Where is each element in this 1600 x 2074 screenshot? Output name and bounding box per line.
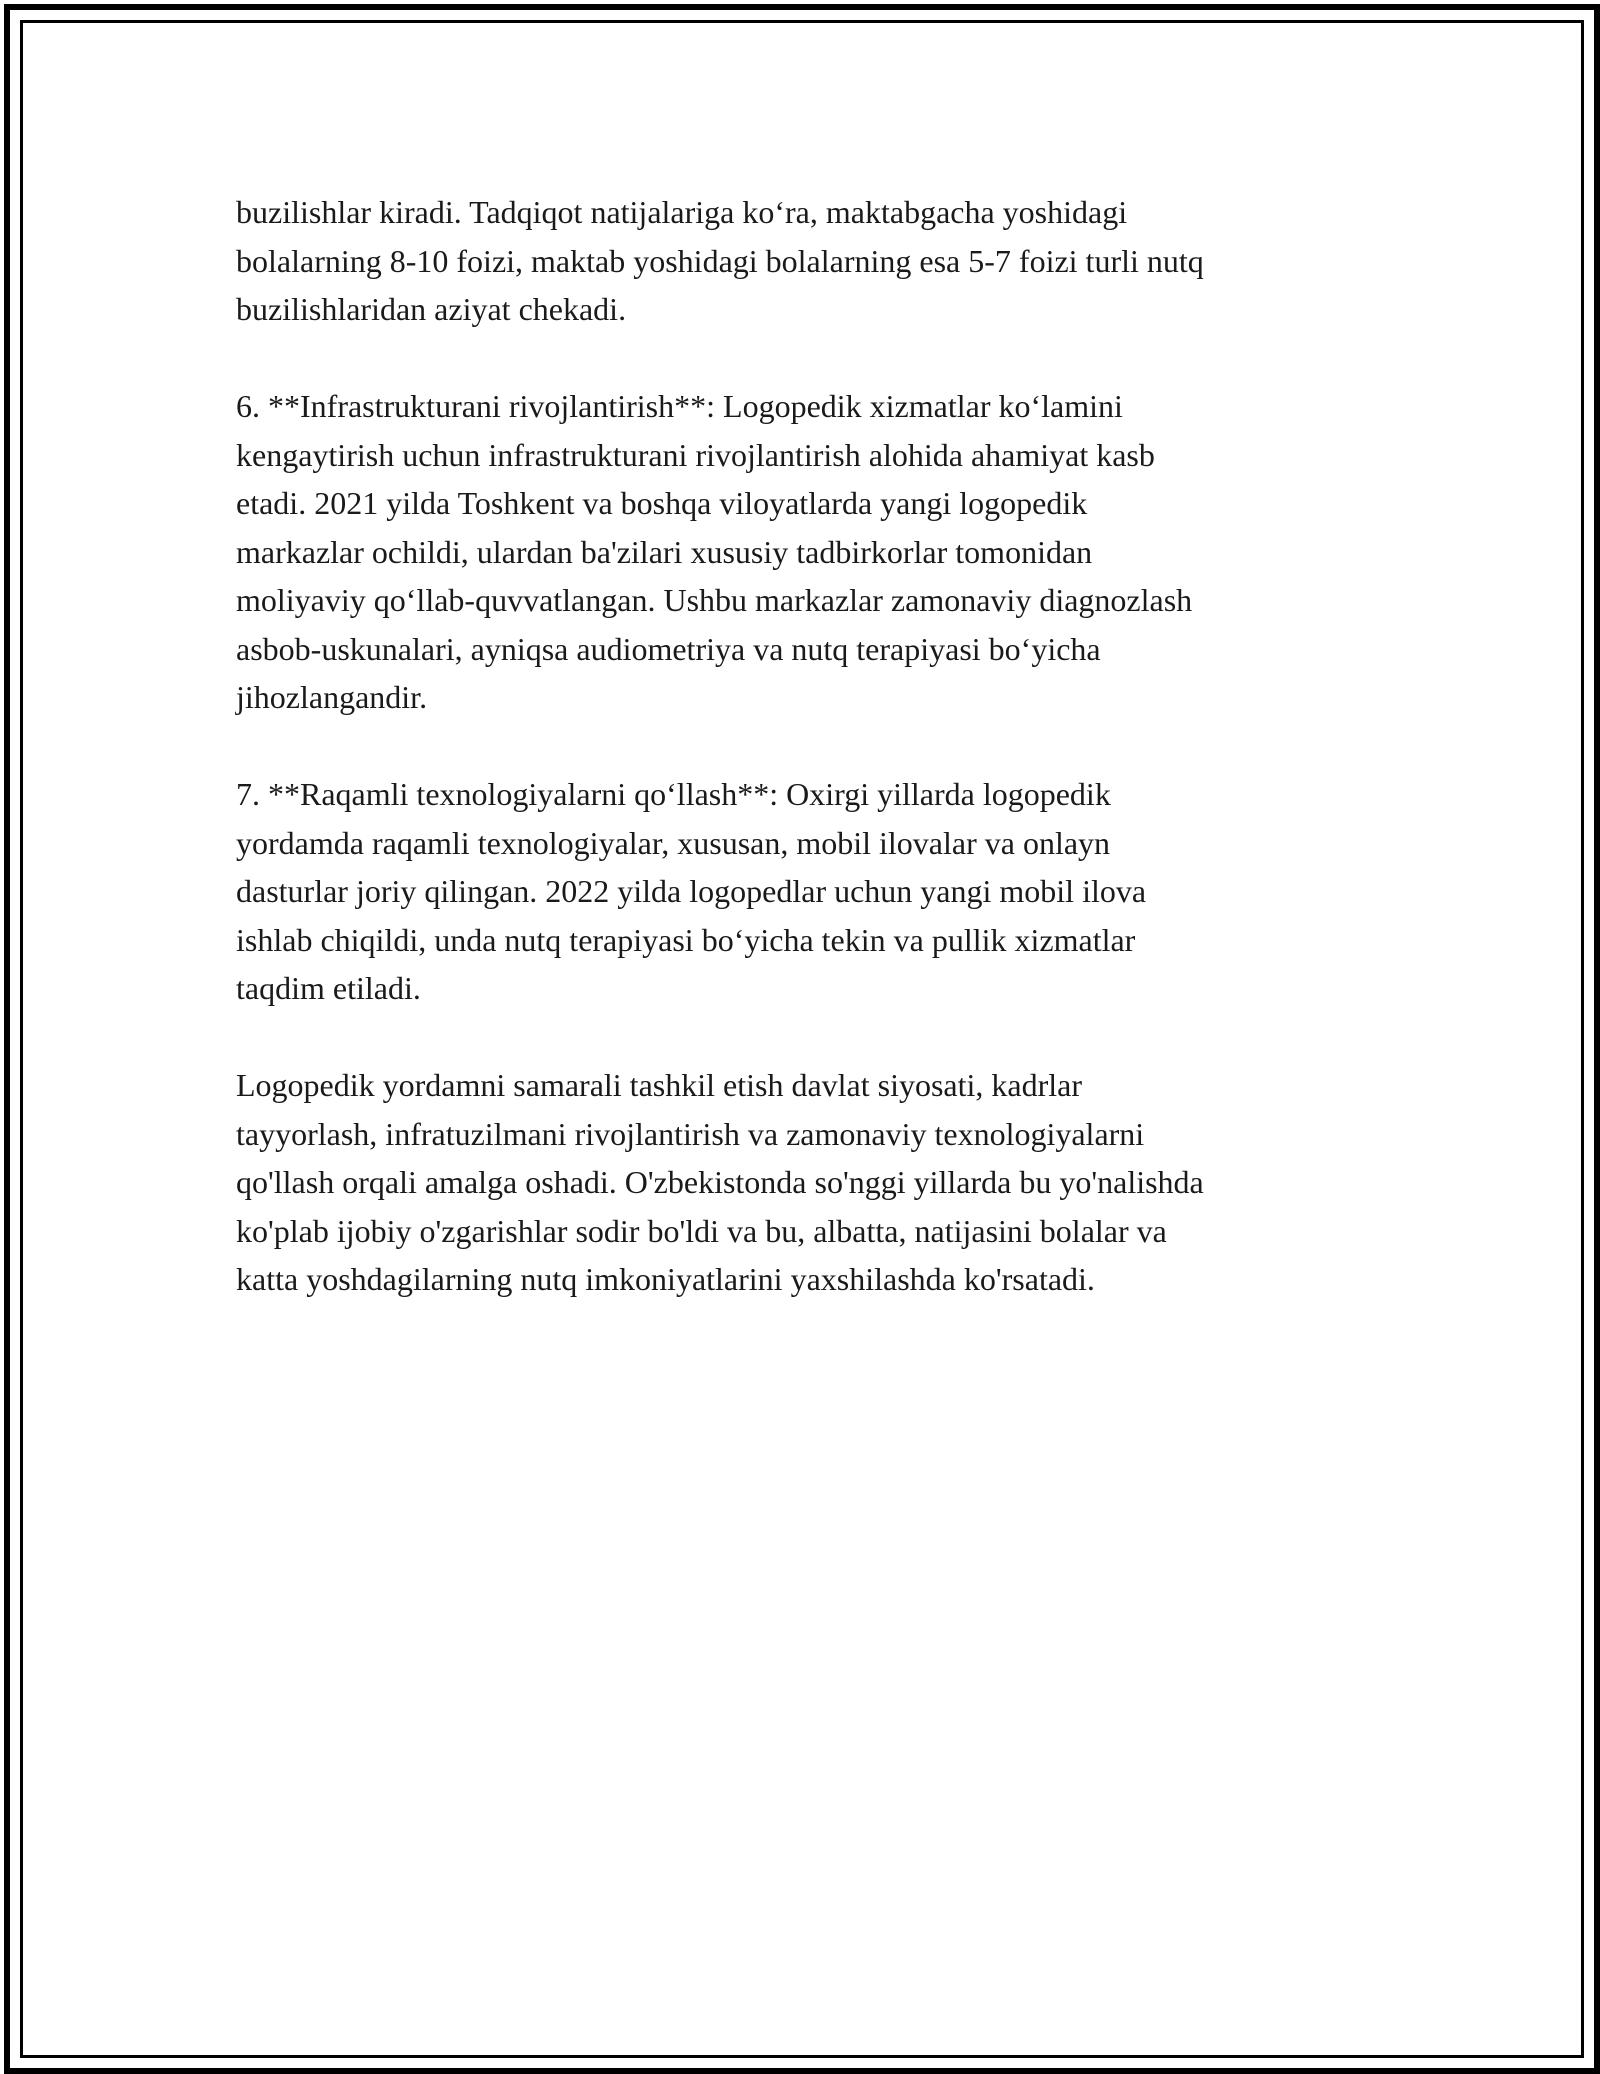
paragraph-speech-disorder-statistics: buzilishlar kiradi. Tadqiqot natijalariga ko‘ra, maktabgacha yoshidagi bolalarning 8-10 foizi, maktab yoshidagi bolalarning esa 5-7 foizi turli nutq buzilishlaridan aziyat chekadi. bbox=[236, 194, 1204, 327]
paragraph-digital-technologies: 7. **Raqamli texnologiyalarni qo‘llash**: Oxirgi yillarda logopedik yordamda raqamli texnologiyalar, xususan, mobil ilovalar va onlayn dasturlar joriy qilingan. 2022 yilda logopedlar uchun yangi mobil ilova ishlab chiqildi, unda nutq terapiyasi bo‘yicha tekin va pullik xizmatlar taqdim etiladi. bbox=[236, 776, 1147, 1006]
paragraph-conclusion: Logopedik yordamni samarali tashkil etish davlat siyosati, kadrlar tayyorlash, infratuzilmani rivojlantirish va zamonaviy texnologiyalarni qo'llash orqali amalga oshadi. O'zbekistonda so'nggi yillarda bu yo'nalishda ko'plab ijobiy o'zgarishlar sodir bo'ldi va bu, albatta, natijasini bolalar va katta yoshdagilarning nutq imkoniyatlarini yaxshilashda ko'rsatadi. bbox=[236, 1067, 1204, 1297]
paragraph-infrastructure-development: 6. **Infrastrukturani rivojlantirish**: Logopedik xizmatlar ko‘lamini kengaytirish uchun infrastrukturani rivojlantirish alohida ahamiyat kasb etadi. 2021 yilda Toshkent va boshqa viloyatlarda yangi logopedik markazlar ochildi, ulardan ba'zilari xususiy tadbirkorlar tomonidan moliyaviy qo‘llab-quvvatlangan. Ushbu markazlar zamonaviy diagnozlash asbob-uskunalari, ayniqsa audiometriya va nutq terapiyasi bo‘yicha jihozlangandir. bbox=[236, 388, 1193, 715]
document-body bbox=[236, 188, 1366, 1304]
